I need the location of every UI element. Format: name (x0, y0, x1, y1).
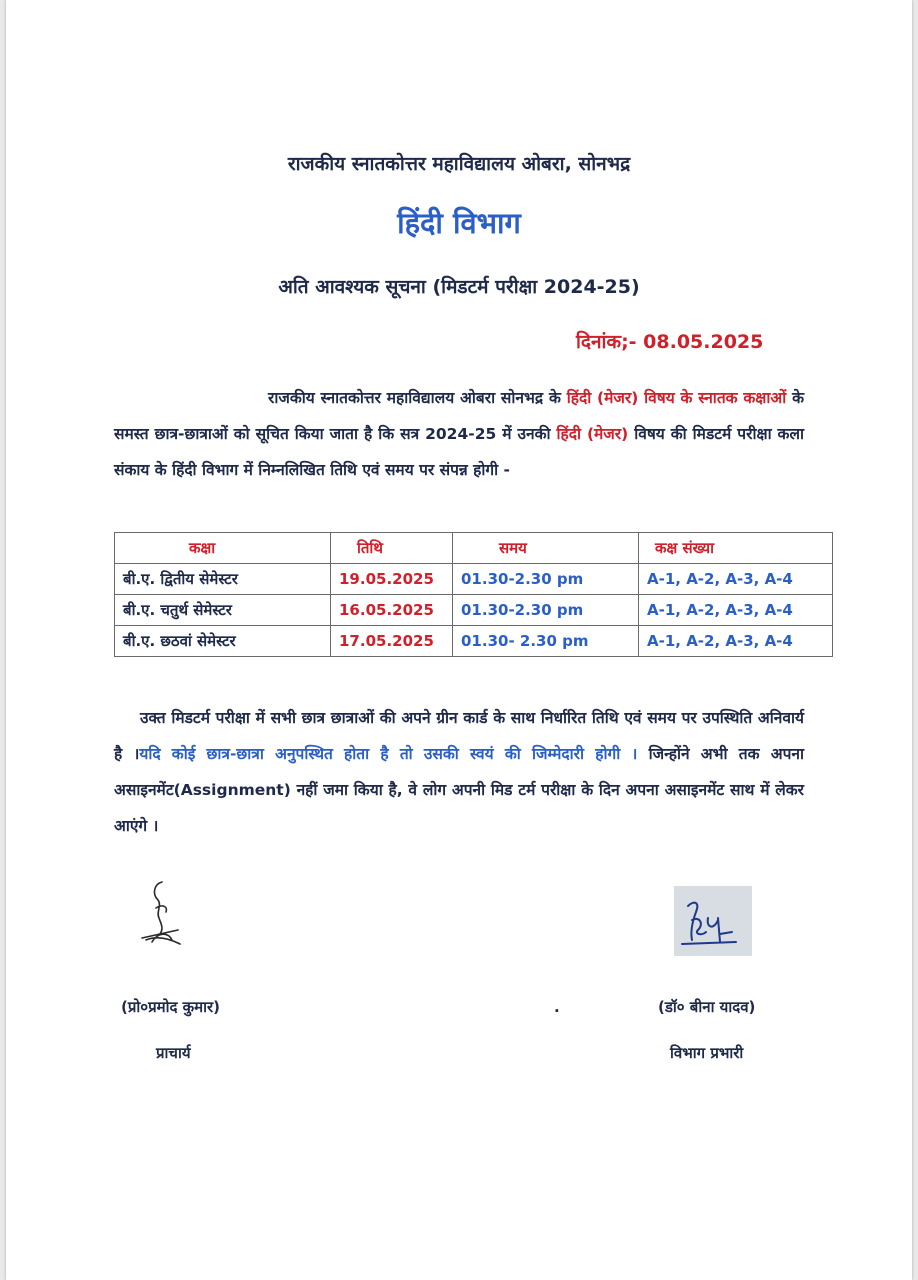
intro-highlight-2: हिंदी (मेजर) (556, 425, 629, 443)
table-row (115, 595, 833, 626)
principal-signature (132, 878, 188, 948)
row-time: 01.30-2.30 pm (453, 564, 639, 595)
table-header-row (115, 533, 833, 564)
intro-text-3: विषय की मिडटर्म परीक्षा कला संकाय के हिंदी विभाग में निम्नलिखित तिथि एवं समय पर संपन्न होगी - (114, 425, 804, 479)
row-time: 01.30- 2.30 pm (453, 626, 639, 657)
instructions-paragraph (114, 700, 804, 844)
intro-text-1: राजकीय स्नातकोत्तर महाविद्यालय ओबरा सोनभद्र के (268, 389, 561, 407)
head-name: (डॉ० बीना यादव) (658, 998, 756, 1016)
row-room: A-1, A-2, A-3, A-4 (639, 595, 833, 626)
notice-title: अति आवश्यक सूचना (मिडटर्म परीक्षा 2024-25) (278, 276, 640, 298)
table-row (115, 564, 833, 595)
intro-text-2: के समस्त छात्र-छात्राओं को सूचित किया जाता है कि सत्र 2024-25 में उनकी (114, 389, 804, 443)
instructions-highlight: यदि कोई छात्र-छात्रा अनुपस्थित होता है तो उसकी स्वयं की जिम्मेदारी होगी । (139, 745, 638, 763)
head-role: विभाग प्रभारी (670, 1044, 744, 1062)
header-time: समय (453, 533, 639, 564)
row-class: बी.ए. छठवां सेमेस्टर (115, 626, 331, 657)
separator-dot: . (554, 998, 560, 1016)
row-time: 01.30-2.30 pm (453, 595, 639, 626)
college-name: राजकीय स्नातकोत्तर महाविद्यालय ओबरा, सोनभद्र (287, 153, 631, 175)
principal-name: (प्रो०प्रमोद कुमार) (121, 998, 221, 1016)
instructions-text-2: जिन्होंने अभी तक अपना असाइनमेंट(Assignment) नहीं जमा किया है, वे लोग अपनी मिड टर्म परीक्षा के दिन अपना असाइनमेंट साथ में लेकर आएंगे । (114, 745, 804, 835)
row-class: बी.ए. द्वितीय सेमेस्टर (115, 564, 331, 595)
head-signature (674, 886, 752, 956)
notice-date: दिनांक;- 08.05.2025 (576, 331, 764, 353)
exam-schedule-table (114, 532, 833, 657)
department-title: हिंदी विभाग (397, 206, 521, 240)
row-class: बी.ए. चतुर्थ सेमेस्टर (115, 595, 331, 626)
instructions-text-1: उक्त मिडटर्म परीक्षा में सभी छात्र छात्राओं की अपने ग्रीन कार्ड के साथ निर्धारित तिथि एवं समय पर उपस्थिति अनिवार्य है । (114, 709, 804, 763)
notice-page (6, 0, 912, 1280)
table-row (115, 626, 833, 657)
row-room: A-1, A-2, A-3, A-4 (639, 564, 833, 595)
principal-role: प्राचार्य (156, 1044, 191, 1062)
row-date: 17.05.2025 (331, 626, 453, 657)
header-room: कक्ष संख्या (639, 533, 833, 564)
header-date: तिथि (331, 533, 453, 564)
row-date: 19.05.2025 (331, 564, 453, 595)
intro-highlight-1: हिंदी (मेजर) विषय के स्नातक कक्षाओं (566, 389, 787, 407)
header-class: कक्षा (115, 533, 331, 564)
intro-paragraph (114, 380, 804, 488)
row-date: 16.05.2025 (331, 595, 453, 626)
row-room: A-1, A-2, A-3, A-4 (639, 626, 833, 657)
